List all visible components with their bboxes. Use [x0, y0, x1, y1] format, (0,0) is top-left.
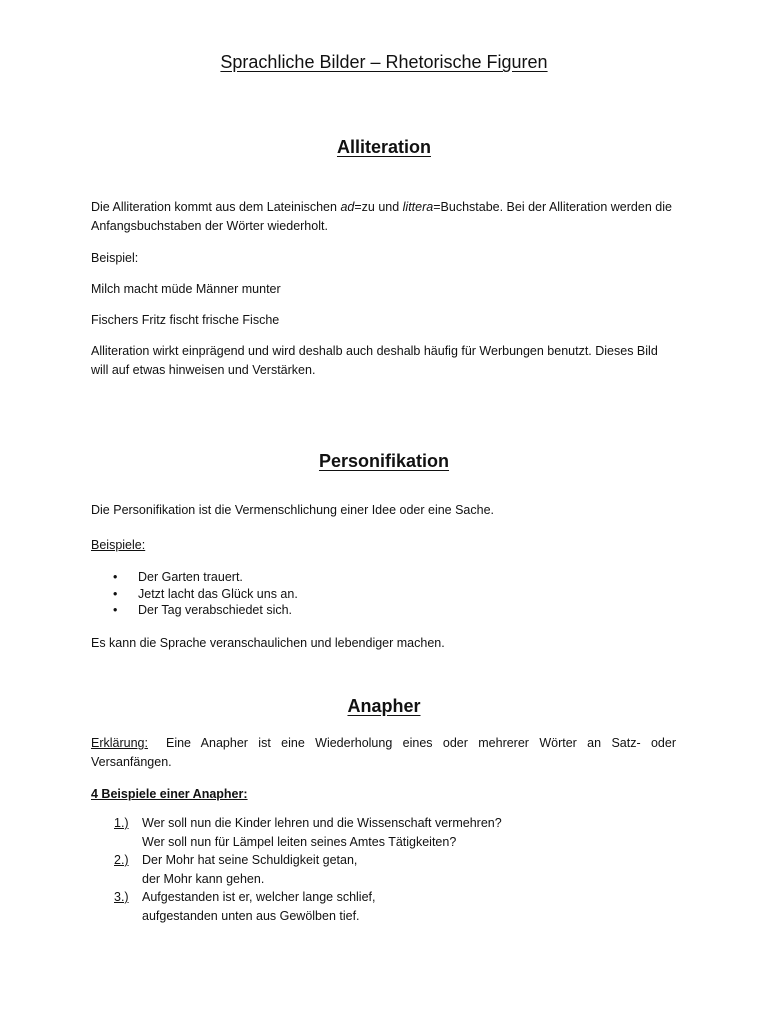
example-line: Aufgestanden ist er, welcher lange schlief,: [142, 890, 376, 904]
personifikation-examples-list: [91, 569, 676, 619]
personifikation-definition: Die Personifikation ist die Vermenschlichung einer Idee oder eine Sache.: [91, 503, 495, 517]
document-title: Sprachliche Bilder – Rhetorische Figuren: [220, 52, 548, 72]
anapher-examples-list: [91, 814, 676, 925]
list-item: • Der Garten trauert.: [91, 569, 676, 586]
anapher-explanation-text: Eine Anapher ist eine Wiederholung eines oder mehrerer Wörter an Satz- oder Versanfängen.: [91, 736, 676, 769]
heading-personifikation: Personifikation: [318, 451, 450, 471]
alliteration-intro-part-b: =zu und: [354, 200, 403, 214]
alliteration-term-ad: ad: [340, 200, 355, 214]
alliteration-example-2: Fischers Fritz fischt frische Fische: [91, 313, 280, 327]
list-item: • Jetzt lacht das Glück uns an.: [91, 586, 676, 603]
anapher-explanation: [91, 734, 676, 772]
list-item: [91, 888, 676, 925]
anapher-explanation-label: Erklärung:: [91, 736, 148, 750]
example-line: Wer soll nun für Lämpel leiten seines Amtes Tätigkeiten?: [142, 834, 457, 849]
alliteration-intro-part-c: =Buchstabe. Bei der Alliteration werden die Anfangsbuchstaben der Wörter wiederholt.: [91, 200, 672, 233]
anapher-examples-label-text: 4 Beispiele einer Anapher:: [91, 787, 248, 801]
alliteration-effect: Alliteration wirkt einprägend und wird deshalb auch deshalb häufig für Werbungen benutzt. Dieses Bild will auf etwas hinweisen und Verstärken.: [91, 344, 658, 377]
heading-anapher: Anapher: [347, 696, 421, 716]
example-line: der Mohr kann gehen.: [142, 871, 265, 886]
example-line: Wer soll nun die Kinder lehren und die Wissenschaft vermehren?: [142, 816, 502, 830]
example-number: 2.): [114, 853, 129, 867]
example-line: aufgestanden unten aus Gewölben tief.: [142, 908, 360, 923]
alliteration-intro: [91, 198, 676, 236]
example-line: Der Mohr hat seine Schuldigkeit getan,: [142, 853, 358, 867]
anapher-examples-label: [91, 785, 676, 804]
example-number: 3.): [114, 890, 129, 904]
alliteration-example-label: Beispiel:: [91, 251, 139, 265]
alliteration-term-littera: littera: [402, 200, 434, 214]
list-item: • Der Tag verabschiedet sich.: [91, 602, 676, 619]
personifikation-examples-label: Beispiele:: [91, 538, 146, 552]
personifikation-effect: Es kann die Sprache veranschaulichen und lebendiger machen.: [91, 636, 445, 650]
list-item: [91, 851, 676, 888]
heading-alliteration: Alliteration: [336, 137, 431, 157]
example-number: 1.): [114, 816, 129, 830]
alliteration-example-1: Milch macht müde Männer munter: [91, 282, 281, 296]
alliteration-intro-part-a: Die Alliteration kommt aus dem Lateinischen: [91, 200, 341, 214]
list-item: [91, 814, 676, 851]
